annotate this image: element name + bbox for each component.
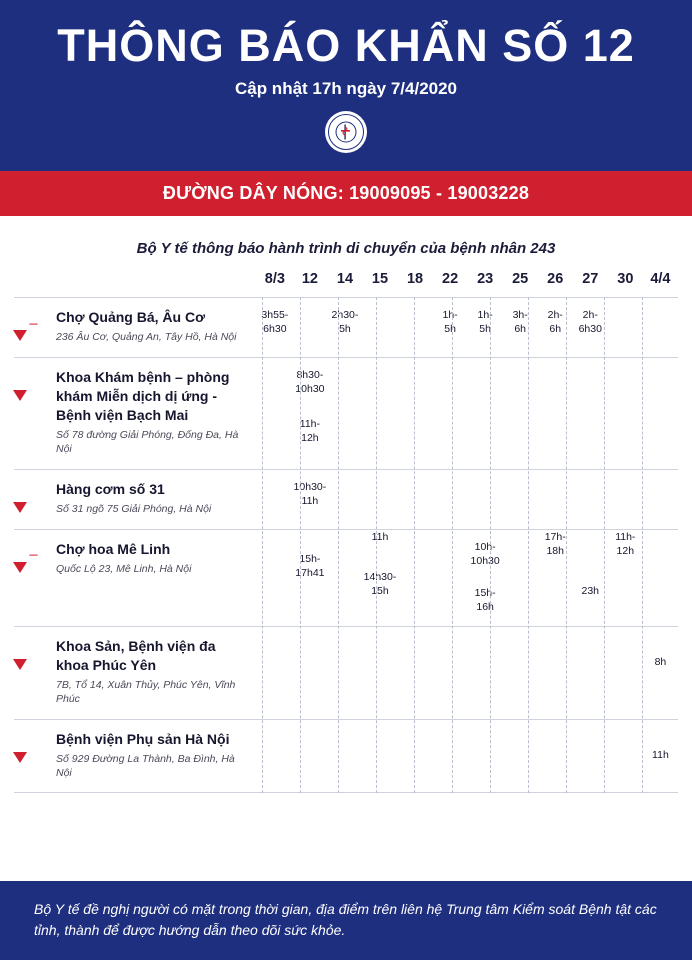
time-cell [362, 358, 397, 469]
time-slot: 8h30- 10h30 [295, 369, 325, 396]
time-cell [468, 298, 503, 358]
time-slot: 15h- 16h [474, 586, 496, 614]
place-cell [14, 529, 257, 627]
time-cell [257, 719, 292, 792]
time-cell [398, 358, 433, 469]
column-header-date: 15 [371, 271, 389, 288]
place-name: Chợ hoa Mê Linh [56, 540, 171, 557]
time-cell [573, 719, 608, 792]
column-header-date: 12 [301, 271, 318, 288]
time-slot: 11h [371, 530, 389, 543]
time-cell [327, 719, 362, 792]
time-slot: 8h [654, 656, 667, 669]
time-slot: 1h- 5h [477, 309, 493, 336]
time-cell [292, 719, 327, 792]
time-cell [608, 627, 643, 719]
column-header-place [14, 271, 257, 298]
time-cell [468, 529, 503, 627]
place-name: Khoa Sản, Bệnh viện đa khoa Phúc Yên [56, 638, 216, 674]
time-cell [538, 627, 573, 719]
table-row [14, 469, 678, 529]
time-cell [538, 529, 573, 627]
time-slot: 11h- 12h [299, 417, 321, 444]
time-cell [643, 469, 678, 529]
table-row [14, 627, 678, 719]
place-cell [14, 627, 257, 719]
time-cell [433, 627, 468, 719]
time-slot: 1h- 5h [442, 309, 458, 336]
timeline-table-wrap [0, 271, 692, 793]
ministry-of-health-logo-icon [325, 111, 367, 153]
time-cell [398, 529, 433, 627]
time-cell [327, 529, 362, 627]
column-header-date: 26 [547, 271, 564, 288]
time-cell [433, 358, 468, 469]
time-cell [573, 529, 608, 627]
time-cell [433, 529, 468, 627]
column-header-date: 14 [336, 271, 354, 288]
place-cell [14, 719, 257, 792]
time-cell [503, 298, 538, 358]
time-cell [327, 358, 362, 469]
time-cell [362, 469, 397, 529]
time-cell [538, 469, 573, 529]
place-name: Khoa Khám bệnh – phòng khám Miễn dịch dị ứng - Bệnh viện Bạch Mai [56, 369, 230, 424]
time-cell [503, 627, 538, 719]
time-cell [292, 627, 327, 719]
place-address: Số 78 đường Giải Phóng, Đống Đa, Hà Nội [56, 429, 239, 456]
time-slot: 14h30- 15h [363, 570, 397, 597]
page-title: THÔNG BÁO KHẨN SỐ 12 [57, 20, 635, 71]
table-header-row [14, 271, 678, 298]
time-cell [538, 358, 573, 469]
footer-note: Bộ Y tế đề nghị người có mặt trong thời gian, địa điểm trên liên hệ Trung tâm Kiểm soát Bệnh tật các tỉnh, thành để được hướng dẫn theo dõi sức khỏe. [0, 881, 692, 960]
update-timestamp: Cập nhật 17h ngày 7/4/2020 [234, 79, 458, 99]
header [0, 0, 692, 171]
time-slot: 3h55- 6h30 [261, 309, 289, 336]
column-header-date: 8/3 [264, 271, 285, 288]
time-cell [503, 529, 538, 627]
column-header-date: 4/4 [650, 271, 671, 288]
time-cell [257, 298, 292, 358]
time-cell [292, 298, 327, 358]
time-slot: 17h- 18h [544, 530, 566, 557]
time-cell [468, 469, 503, 529]
column-header-date: 30 [617, 271, 634, 288]
time-cell [433, 298, 468, 358]
time-cell [468, 627, 503, 719]
column-header-date: 27 [582, 271, 599, 288]
time-cell [327, 298, 362, 358]
timeline-table [14, 271, 678, 793]
column-header-date: 18 [406, 271, 424, 288]
time-cell [503, 719, 538, 792]
table-row [14, 529, 678, 627]
column-header-date: 25 [512, 271, 529, 288]
place-name: Chợ Quảng Bá, Âu Cơ [56, 309, 206, 326]
time-slot: 15h- 17h41 [295, 552, 325, 579]
time-slot: 2h30- 5h [331, 309, 359, 336]
time-cell [468, 719, 503, 792]
intro-text: Bộ Y tế thông báo hành trình di chuyển của bệnh nhân 243 [136, 240, 556, 258]
time-cell [257, 358, 292, 469]
time-cell [257, 469, 292, 529]
time-cell [643, 719, 678, 792]
time-slot: 11h- 12h [615, 530, 636, 557]
column-header-date: 23 [477, 271, 494, 288]
time-cell [327, 469, 362, 529]
time-cell [503, 358, 538, 469]
time-cell [398, 298, 433, 358]
hospital-cross-icon [20, 732, 46, 766]
time-cell [257, 627, 292, 719]
time-cell [292, 358, 327, 469]
time-cell [398, 469, 433, 529]
time-cell [292, 469, 327, 529]
place-cell [14, 469, 257, 529]
time-slot: 2h- 6h [547, 309, 563, 336]
market-stall-icon [20, 542, 46, 576]
time-cell [608, 469, 643, 529]
time-cell [362, 627, 397, 719]
time-cell [608, 358, 643, 469]
hospital-cross-icon [20, 370, 46, 404]
restaurant-icon [20, 482, 46, 516]
time-cell [398, 627, 433, 719]
time-cell [433, 719, 468, 792]
place-address: 7B, Tổ 14, Xuân Thủy, Phúc Yên, Vĩnh Phúc [56, 679, 236, 706]
time-cell [398, 719, 433, 792]
place-name: Bệnh viện Phụ sản Hà Nội [56, 730, 230, 747]
time-cell [362, 298, 397, 358]
time-cell [362, 719, 397, 792]
hotline-bar: ĐƯỜNG DÂY NÓNG: 19009095 - 19003228 [0, 171, 692, 216]
place-address: Số 929 Đường La Thành, Ba Đình, Hà Nội [56, 752, 235, 779]
time-cell [362, 529, 397, 627]
time-cell [608, 298, 643, 358]
time-cell [608, 529, 643, 627]
time-slot: 3h- 6h [512, 309, 528, 336]
place-name: Hàng cơm số 31 [56, 480, 165, 497]
table-row [14, 358, 678, 469]
place-address: Quốc Lộ 23, Mê Linh, Hà Nội [56, 562, 192, 575]
market-stall-icon [20, 310, 46, 344]
place-address: 236 Âu Cơ, Quảng An, Tây Hồ, Hà Nội [56, 331, 237, 344]
time-cell [468, 358, 503, 469]
time-cell [643, 298, 678, 358]
time-cell [327, 627, 362, 719]
place-cell [14, 358, 257, 469]
time-cell [573, 469, 608, 529]
time-cell [257, 529, 292, 627]
time-cell [538, 298, 573, 358]
time-cell [573, 627, 608, 719]
hospital-cross-icon [20, 639, 46, 673]
time-cell [433, 469, 468, 529]
time-slot: 11h [652, 748, 669, 761]
time-cell [643, 627, 678, 719]
place-address: Số 31 ngõ 75 Giải Phóng, Hà Nội [56, 502, 212, 515]
time-slot: 23h [581, 584, 600, 597]
time-slot: 10h- 10h30 [470, 540, 500, 567]
time-cell [608, 719, 643, 792]
time-cell [538, 719, 573, 792]
time-cell [573, 358, 608, 469]
time-slot: 10h30- 11h [293, 480, 327, 507]
time-cell [292, 529, 327, 627]
table-row [14, 719, 678, 792]
time-cell [643, 529, 678, 627]
time-cell [643, 358, 678, 469]
time-cell [503, 469, 538, 529]
column-header-date: 22 [442, 271, 459, 288]
place-cell [14, 298, 257, 358]
time-cell [573, 298, 608, 358]
time-slot: 2h- 6h30 [578, 309, 602, 336]
table-row [14, 298, 678, 358]
